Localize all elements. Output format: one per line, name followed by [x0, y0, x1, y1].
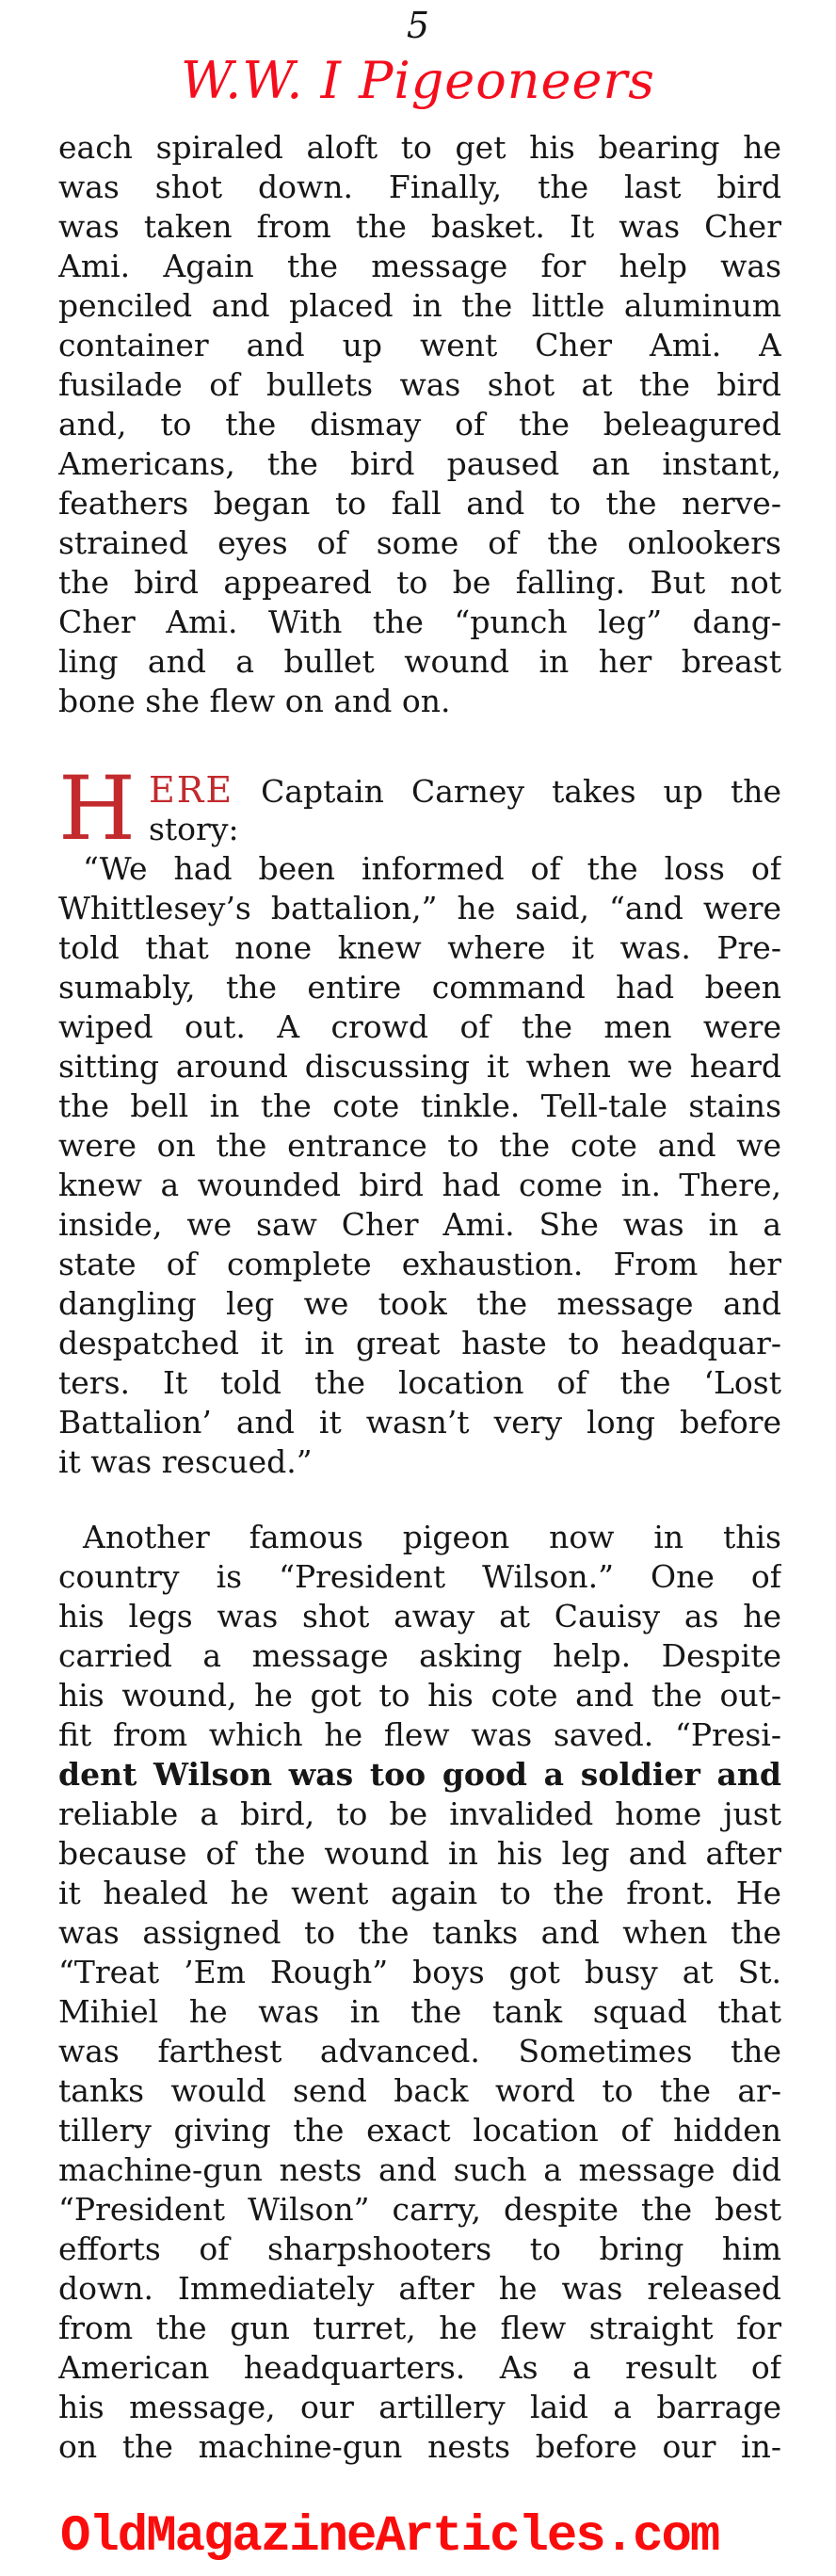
text-line: tillery giving the exact location of hidden — [58, 2112, 781, 2149]
paragraph-dropcap — [58, 758, 781, 861]
text-line: fusilade of bullets was shot at the bird — [58, 366, 781, 403]
text-line: and, to the dismay of the beleagured — [58, 406, 781, 443]
text-line: country is “President Wilson.” One of — [58, 1558, 781, 1595]
text-line: sumably, the entire command had been — [58, 969, 781, 1006]
text-line: Americans, the bird paused an instant, — [58, 445, 781, 482]
paragraph-continuation — [58, 128, 781, 721]
text-line: each spiraled aloft to get his bearing he — [58, 129, 781, 166]
dropcap-lead: ERE — [148, 770, 234, 810]
text-line: because of the wound in his leg and after — [58, 1835, 781, 1872]
text-line: state of complete exhaustion. From her — [58, 1246, 781, 1282]
text-line: “We had been informed of the loss of — [83, 850, 781, 887]
text-line: knew a wounded bird had come in. There, — [58, 1167, 781, 1203]
text-line: was taken from the basket. It was Cher — [58, 208, 781, 245]
article-title: W.W. I Pigeoneers — [181, 51, 655, 110]
text-line: was shot down. Finally, the last bird — [58, 169, 781, 205]
text-line: “President Wilson” carry, despite the best — [58, 2191, 781, 2228]
text-line: reliable a bird, to be invalided home just — [58, 1795, 781, 1832]
text-line: tanks would send back word to the ar- — [58, 2072, 781, 2109]
text-line: Battalion’ and it wasn’t very long before — [58, 1404, 781, 1441]
text-line: Ami. Again the message for help was — [58, 248, 781, 284]
text-line: inside, we saw Cher Ami. She was in a — [58, 1206, 781, 1243]
text-line: Mihiel he was in the tank squad that — [58, 1993, 781, 2030]
text-line: on the machine-gun nests before our in- — [58, 2428, 781, 2465]
text-line: down. Immediately after he was released — [58, 2270, 781, 2307]
text-line: “Treat ’Em Rough” boys got busy at St. — [58, 1954, 781, 1990]
text-line: Whittlesey’s battalion,” he said, “and were — [58, 890, 781, 926]
text-line: wiped out. A crowd of the men were — [58, 1008, 781, 1045]
text-line: bone she flew on and on. — [58, 683, 451, 719]
paragraph-wilson — [58, 1518, 781, 2467]
text-line: machine-gun nests and such a message did — [58, 2151, 781, 2188]
body-column — [58, 128, 781, 2467]
text-line: told that none knew where it was. Pre- — [58, 929, 781, 966]
text-line: his legs was shot away at Cauisy as he — [58, 1598, 781, 1634]
dropcap-first-line-text: Captain Carney takes up the — [261, 773, 781, 810]
text-line: dent Wilson was too good a soldier and — [58, 1756, 781, 1793]
text-line: was assigned to the tanks and when the — [58, 1914, 781, 1951]
text-line: it was rescued.” — [58, 1443, 313, 1480]
text-line — [149, 770, 781, 810]
text-line: story: — [148, 811, 239, 847]
text-line: his message, our artillery laid a barrage — [58, 2389, 781, 2425]
text-line: the bird appeared to be falling. But not — [58, 564, 781, 601]
dropcap-letter: H — [58, 758, 136, 861]
text-line: penciled and placed in the little aluminum — [58, 287, 781, 324]
text-line: fit from which he flew was saved. “Presi- — [58, 1716, 781, 1753]
text-line: his wound, he got to his cote and the out- — [58, 1677, 781, 1714]
text-line: American headquarters. As a result of — [58, 2349, 781, 2386]
text-line: strained eyes of some of the onlookers — [58, 524, 781, 561]
text-line: container and up went Cher Ami. A — [58, 327, 781, 363]
text-line: were on the entrance to the cote and we — [58, 1127, 781, 1164]
text-line: it healed he went again to the front. He — [58, 1875, 781, 1911]
text-line: ters. It told the location of the ‘Lost — [58, 1364, 781, 1401]
text-line: Another famous pigeon now in this — [83, 1519, 781, 1555]
text-line: carried a message asking help. Despite — [58, 1637, 781, 1674]
text-line: despatched it in great haste to headquar- — [58, 1325, 781, 1361]
footer-watermark: OldMagazineArticles.com — [60, 2508, 719, 2566]
text-line: was farthest advanced. Sometimes the — [58, 2033, 781, 2069]
page-number: 5 — [406, 5, 430, 46]
text-line: dangling leg we took the message and — [58, 1285, 781, 1322]
text-line: Cher Ami. With the “punch leg” dang- — [58, 604, 781, 640]
paragraph-quote — [58, 849, 781, 1482]
text-line: efforts of sharpshooters to bring him — [58, 2230, 781, 2267]
text-line: feathers began to fall and to the nerve- — [58, 485, 781, 522]
text-line: ling and a bullet wound in her breast — [58, 643, 781, 680]
text-line: sitting around discussing it when we heard — [58, 1048, 781, 1085]
text-line: from the gun turret, he flew straight for — [58, 2310, 781, 2346]
text-line: the bell in the cote tinkle. Tell-tale stains — [58, 1087, 781, 1124]
